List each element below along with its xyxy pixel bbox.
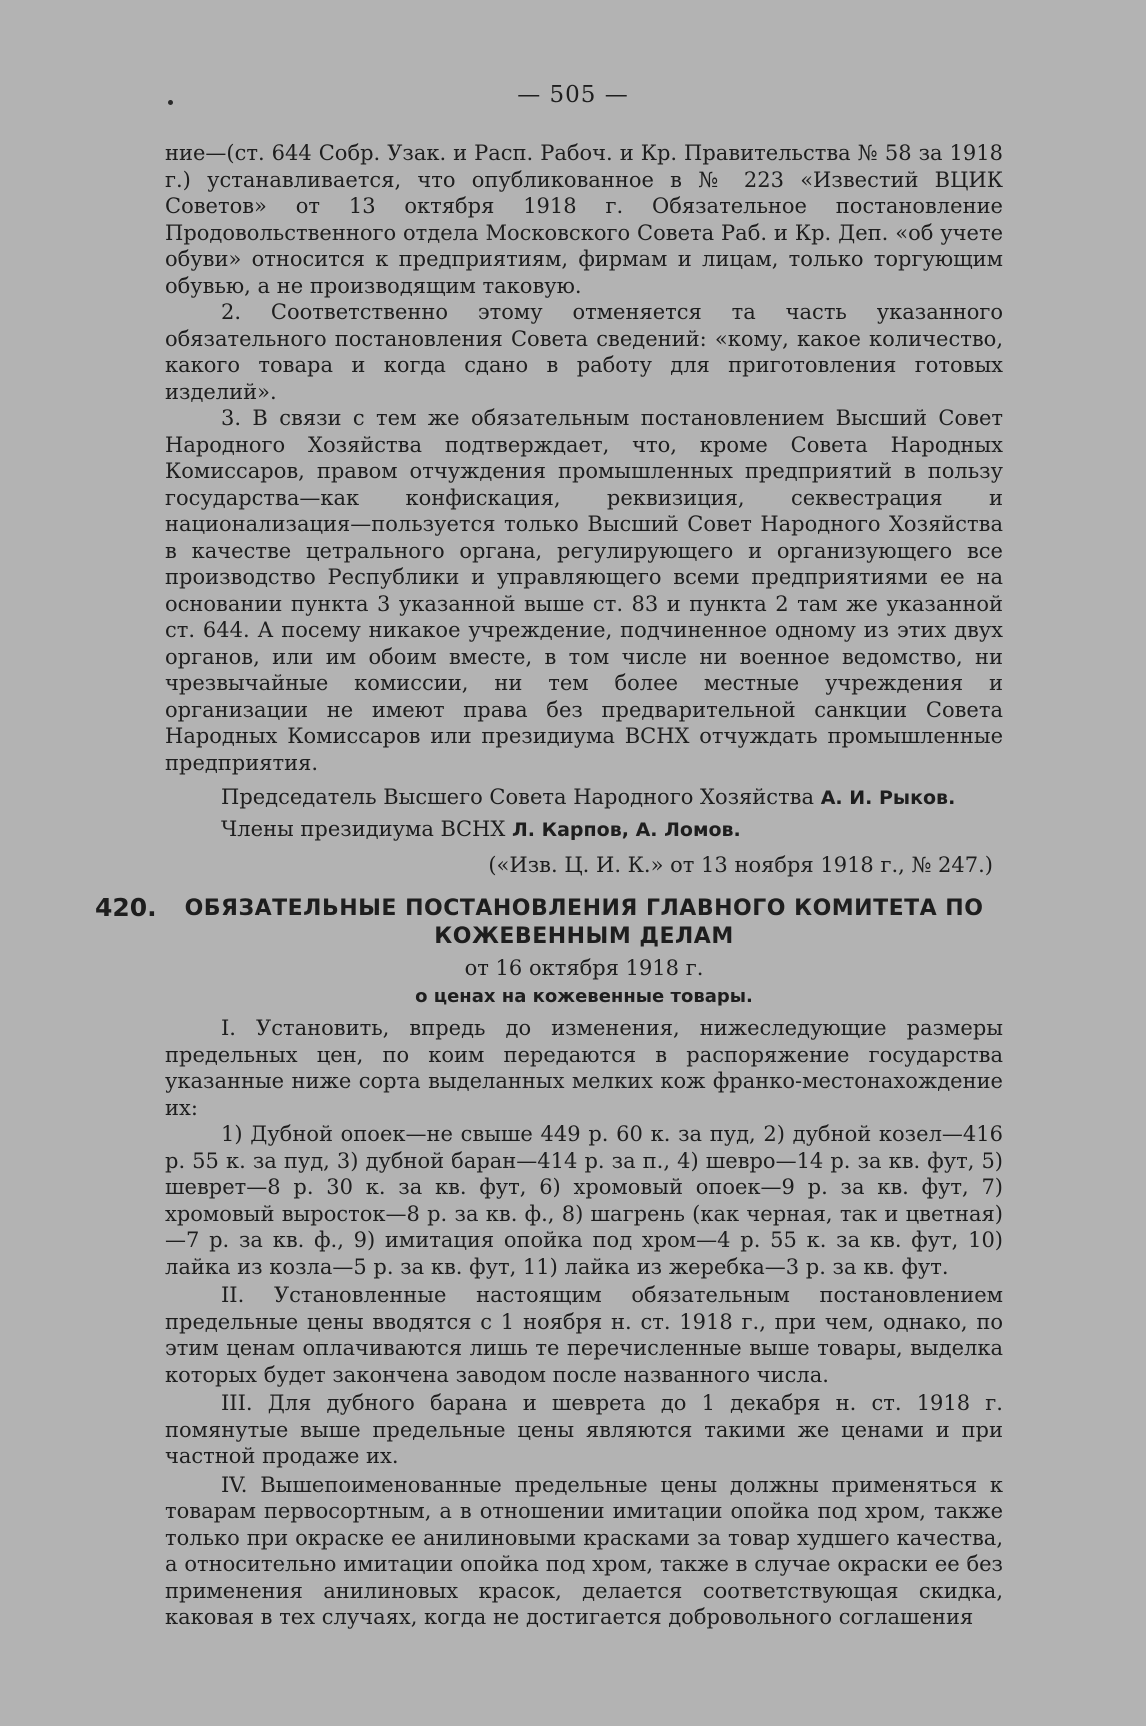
source-citation: («Изв. Ц. И. К.» от 13 ноября 1918 г., № 247.) [488,853,993,877]
prev-paragraph-3: 3. В связи с тем же обязательным постановлением Высший Совет Народного Хозяйства подтверждает, что, кроме Совета Народных Комиссаров, правом отчуждения промышленных предприятий в пользу государства—как конфискация, реквизиция, секвестрация и национализация—пользуется только Высший Совет Народного Хозяйства в качестве цетрального органа, регулирующего и организующего все производство Республики и управляющего всеми предприятиями ее на основании пункта 3 указанной выше ст. 83 и пункта 2 там же указанной ст. 644. А посему никакое учреждение, подчиненное одному из этих двух органов, или им обоим вместе, в том числе ни военное ведомство, ни чрезвычайные комиссии, ни тем более местные учреждения и организации не имеют права без предварительной санкции Совета Народных Комиссаров или президиума ВСНХ отчуждать промышленные предприятия. [165,406,1003,775]
signature-chairman-label: Председатель Высшего Совета Народного Хозяйства [221,785,815,809]
section-1: I. Установить, впредь до изменения, нижеследующие размеры предельных цен, по коим передаются в распоряжение государства указанные ниже сорта выделанных мелких кож франко-местонахождение их: [165,1016,1003,1120]
prev-paragraph-continuation: ние—(ст. 644 Собр. Узак. и Расп. Рабоч. и Кр. Правительства № 58 за 1918 г.) устанавливается, что опубликованное в № 223 «Известий ВЦИК Советов» от 13 октября 1918 г. Обязательное постановление Продовольственного отдела Московского Совета Раб. и Кр. Деп. «об учете обуви» относится к предприятиям, фирмам и лицам, только торгующим обувью, а не производящим таковую. [165,141,1003,298]
document-number: 420. [95,893,157,922]
document-subtitle: о ценах на кожевенные товары. [415,986,753,1007]
document-heading [95,893,1003,951]
page-number: — 505 — [517,82,629,108]
signature-chairman [165,782,1003,814]
document-date: от 16 октября 1918 г. [464,956,704,980]
price-list: 1) Дубной опоек—не свыше 449 р. 60 к. за пуд, 2) дубной козел—416 р. 55 к. за пуд, 3) дубной баран—414 р. за п., 4) шевро—14 р. за кв. фут, 5) шеврет—8 р. 30 к. за кв. фут, 6) хромовый опоек—9 р. за кв. фут, 7) хромовый выросток—8 р. за кв. ф., 8) шагрень (как черная, так и цветная)—7 р. за кв. ф., 9) имитация опойка под хром—4 р. 55 к. за кв. фут, 10) лайка из козла—5 р. за кв. фут, 11) лайка из жеребка—3 р. за кв. фут. [165,1122,1003,1279]
section-4: IV. Вышепоименованные предельные цены должны применяться к товарам первосортным, а в отношении имитации опойка под хром, также только при окраске ее анилиновыми красками за товар худшего качества, а относительно имитации опойка под хром, также в случае окраски ее без применения анилиновых красок, делается соответствующая скидка, каковая в тех случаях, когда не достигается добровольного соглашения [165,1472,1003,1629]
document-title: ОБЯЗАТЕЛЬНЫЕ ПОСТАНОВЛЕНИЯ ГЛАВНОГО КОМИТЕТА ПО КОЖЕВЕННЫМ ДЕЛАМ [184,896,984,949]
signature-chairman-name: А. И. Рыков. [820,787,956,809]
signature-members-names: Л. Карпов, А. Ломов. [511,819,741,841]
section-2: II. Установленные настоящим обязательным постановлением предельные цены вводятся с 1 ноября н. ст. 1918 г., при чем, однако, по этим ценам оплачиваются лишь те перечисленные выше товары, выделка которых будет закончена заводом после названного числа. [165,1283,1003,1387]
page-content [95,140,1003,1631]
prev-paragraph-2: 2. Соответственно этому отменяется та часть указанного обязательного постановления Совета сведений: «кому, какое количество, какого товара и когда сдано в работу для приготовления готовых изделий». [165,300,1003,404]
signature-members [165,814,1003,846]
signature-members-label: Члены президиума ВСНХ [221,817,506,841]
section-3: III. Для дубного барана и шеврета до 1 декабря н. ст. 1918 г. помянутые выше предельные цены являются такими же ценами и при частной продаже их. [165,1391,1003,1468]
